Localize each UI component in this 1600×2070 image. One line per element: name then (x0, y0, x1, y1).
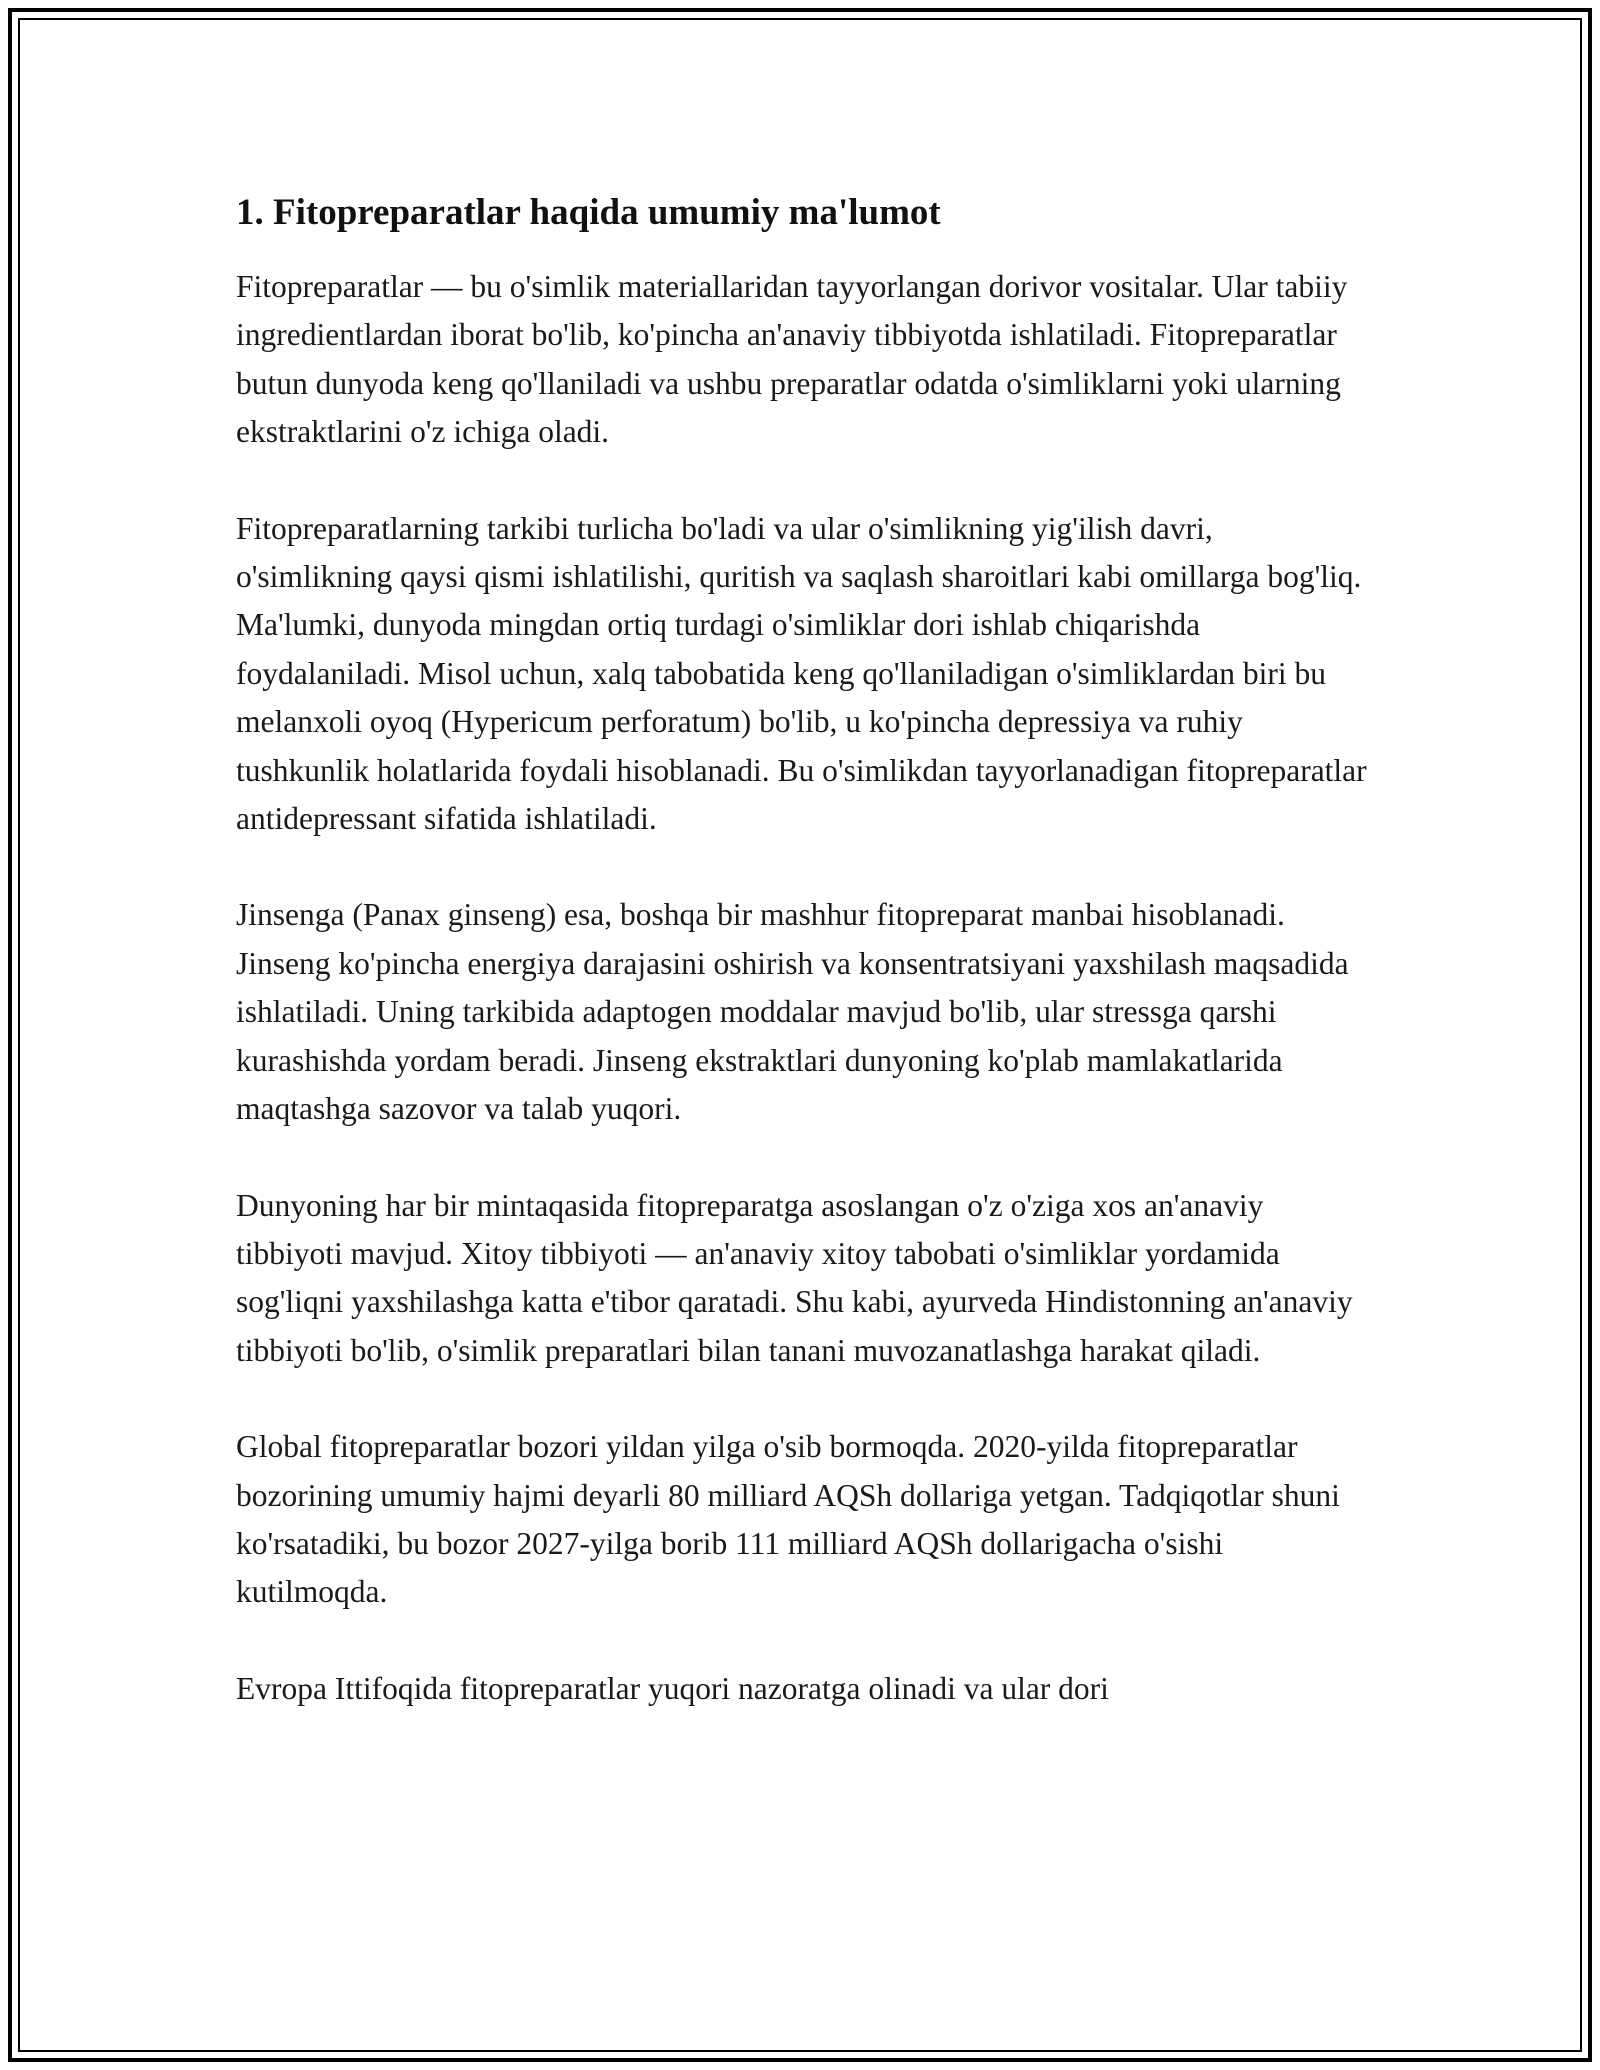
document-body (236, 185, 1376, 1761)
paragraph-traditional-medicine: Dunyoning har bir mintaqasida fitopreparatga asoslangan o'z o'ziga xos an'anaviy tibbiyoti mavjud. Xitoy tibbiyoti — an'anaviy xitoy tabobati o'simliklar yordamida sog'liqni yaxshilashga katta e'tibor qaratadi. Shu kabi, ayurveda Hindistonning an'anaviy tibbiyoti bo'lib, o'simlik preparatlari bilan tanani muvozanatlashga harakat qiladi. (236, 1187, 1353, 1368)
paragraph-european-union: Evropa Ittifoqida fitopreparatlar yuqori nazoratga olinadi va ular dori (236, 1670, 1109, 1706)
paragraph-global-market: Global fitopreparatlar bozori yildan yilga o'sib bormoqda. 2020-yilda fitopreparatlar bozorining umumiy hajmi deyarli 80 milliard AQSh dollariga yetgan. Tadqiqotlar shuni ko'rsatadiki, bu bozor 2027-yilga borib 111 milliard AQSh dollarigacha o'sishi kutilmoqda. (236, 1429, 1340, 1610)
paragraph-intro: Fitopreparatlar — bu o'simlik materiallaridan tayyorlangan dorivor vositalar. Ular tabiiy ingredientlardan iborat bo'lib, ko'pincha an'anaviy tibbiyotda ishlatiladi. Fitopreparatlar butun dunyoda keng qo'llaniladi va ushbu preparatlar odatda o'simliklarni yoki ularning ekstraktlarini o'z ichiga oladi. (236, 269, 1348, 450)
paragraph-ginseng: Jinsenga (Panax ginseng) esa, boshqa bir mashhur fitopreparat manbai hisoblanadi. Jinseng ko'pincha energiya darajasini oshirish va konsentratsiyani yaxshilash maqsadida ishlatiladi. Uning tarkibida adaptogen moddalar mavjud bo'lib, ular stressga qarshi kurashishda yordam beradi. Jinseng ekstraktlari dunyoning ko'plab mamlakatlarida maqtashga sazovor va talab yuqori. (236, 897, 1349, 1127)
section-heading: 1. Fitopreparatlar haqida umumiy ma'lumot (236, 192, 941, 233)
paragraph-composition: Fitopreparatlarning tarkibi turlicha bo'ladi va ular o'simlikning yig'ilish davri, o'simlikning qaysi qismi ishlatilishi, quritish va saqlash sharoitlari kabi omillarga bog'liq. Ma'lumki, dunyoda mingdan ortiq turdagi o'simliklar dori ishlab chiqarishda foydalaniladi. Misol uchun, xalq tabobatida keng qo'llaniladigan o'simliklardan biri bu melanxoli oyoq (Hypericum perforatum) bo'lib, u ko'pincha depressiya va ruhiy tushkunlik holatlarida foydali hisoblanadi. Bu o'simlikdan tayyorlanadigan fitopreparatlar antidepressant sifatida ishlatiladi. (236, 510, 1367, 837)
